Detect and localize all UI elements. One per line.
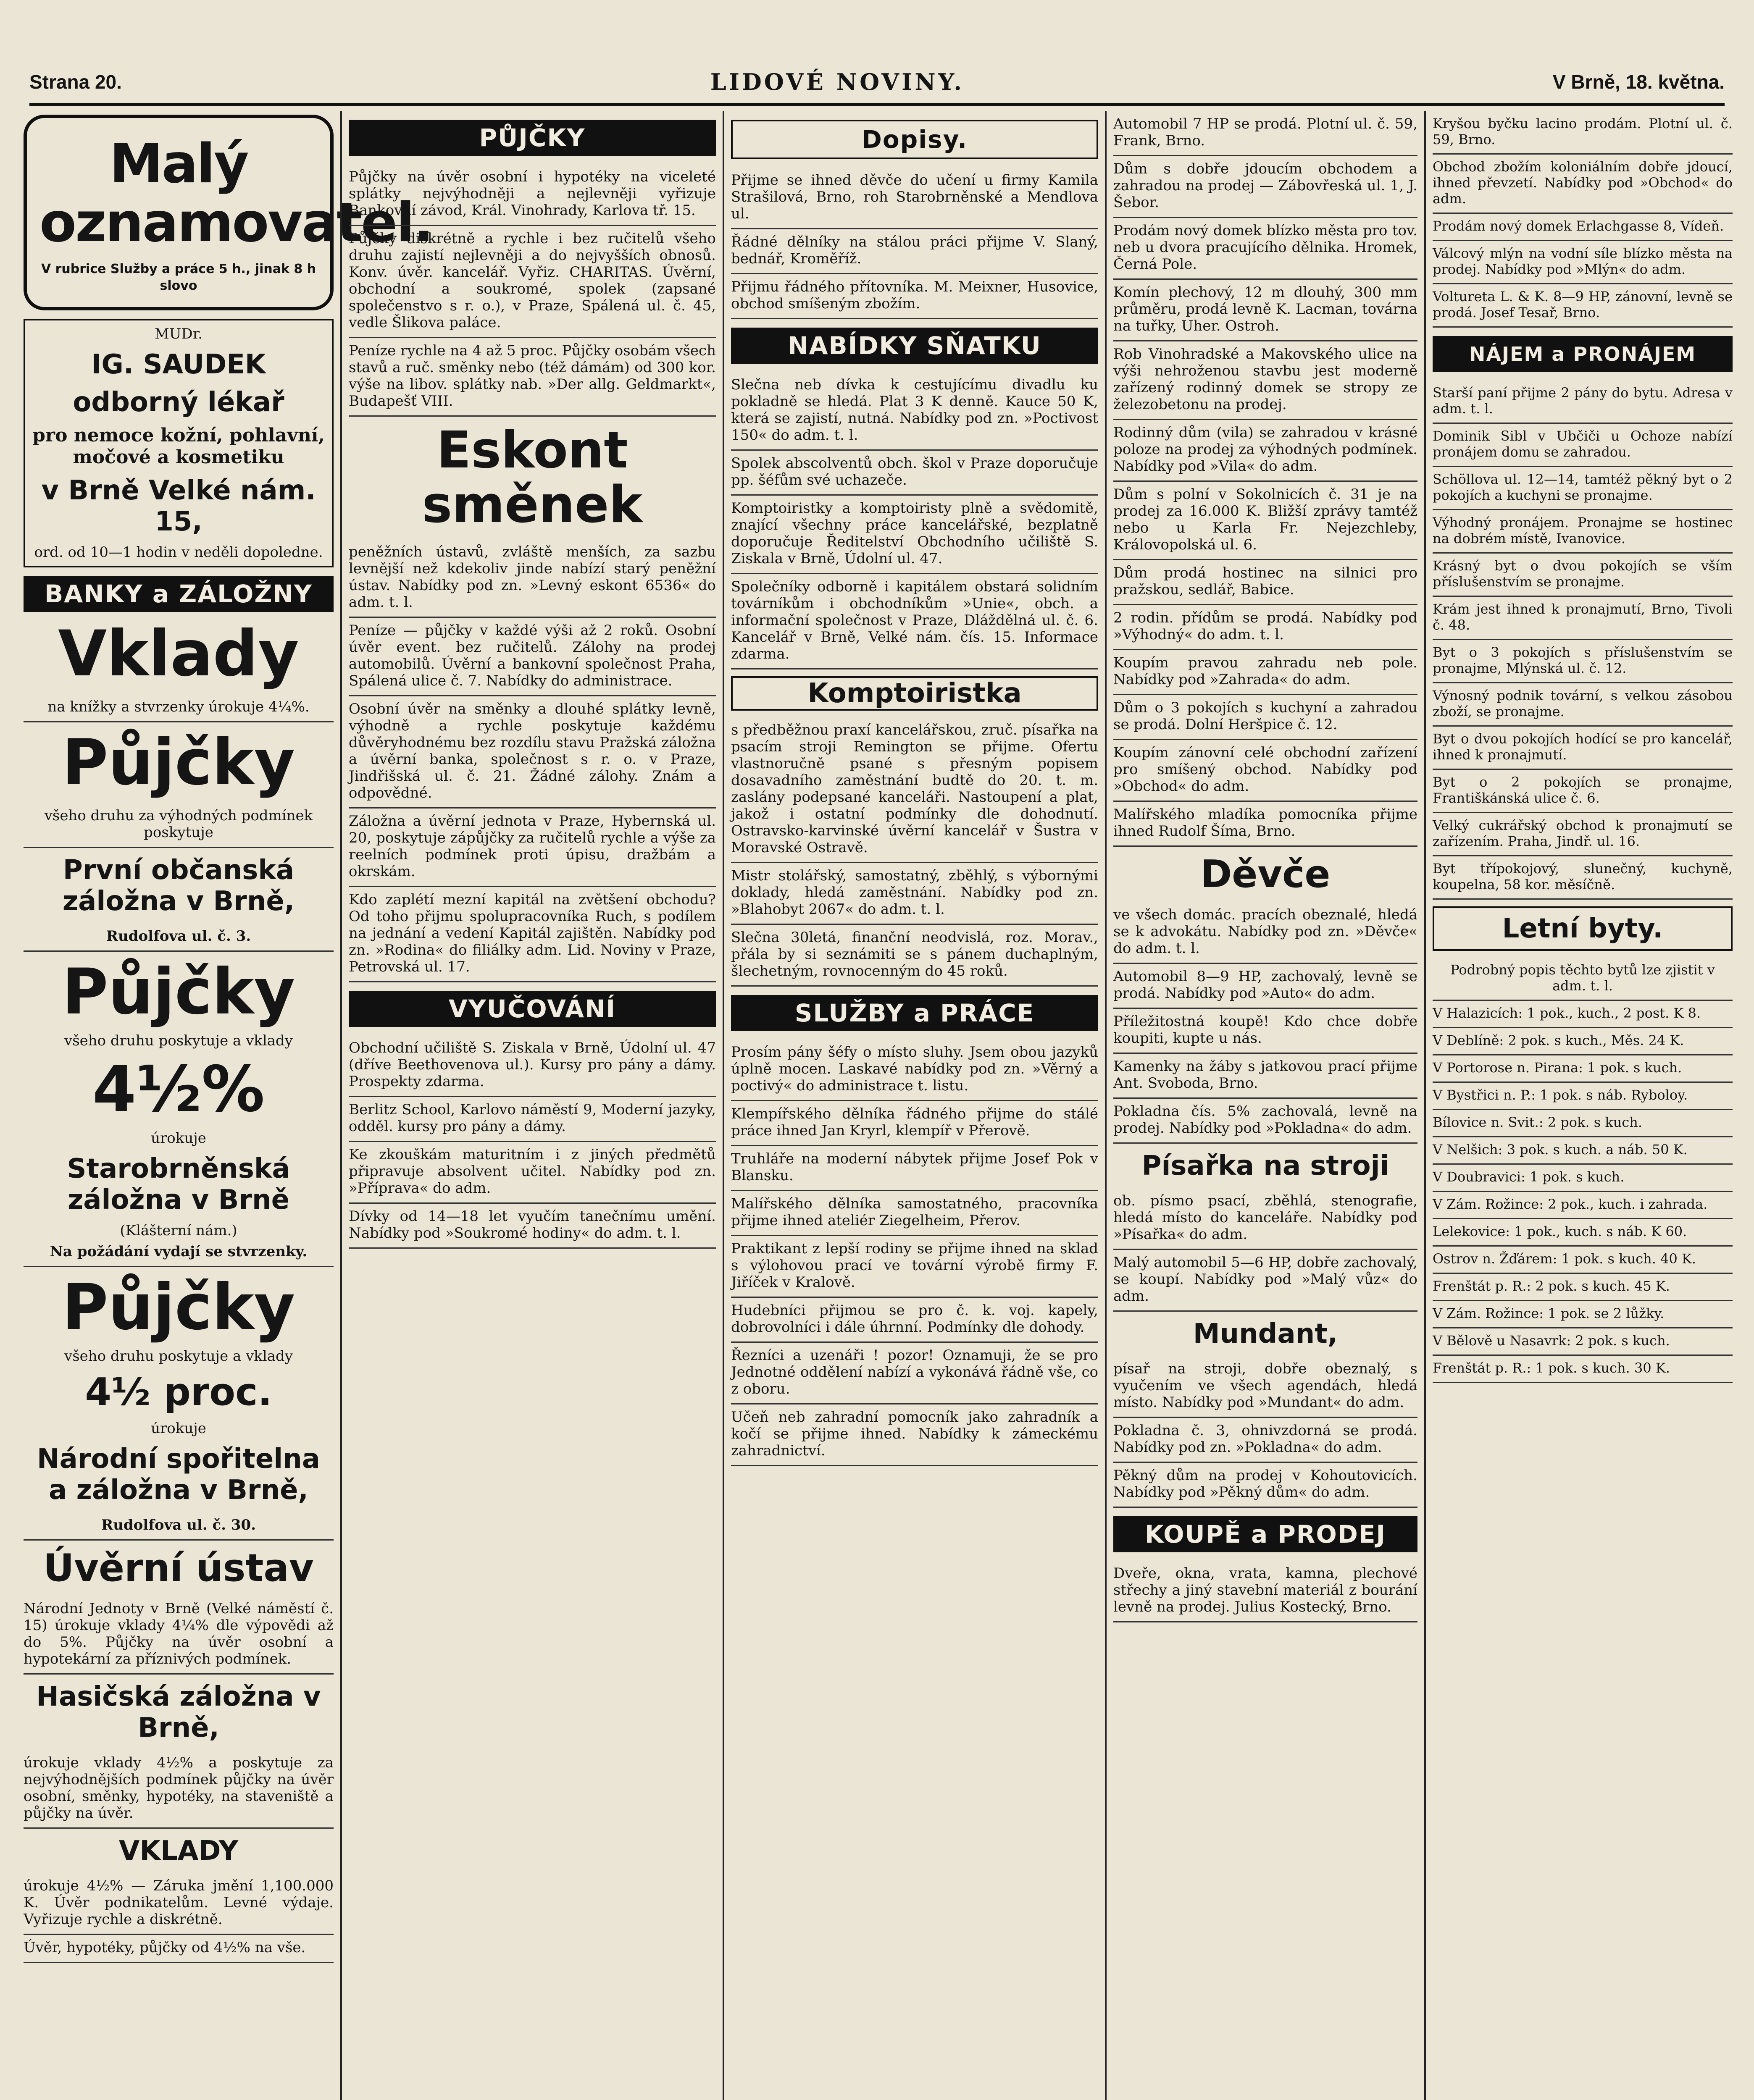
column-2 bbox=[340, 111, 723, 2100]
col5-ad-3: Prodám nový domek Erlachgasse 8, Vídeň. bbox=[1433, 214, 1733, 241]
col2-ad-7: Kdo zaplétí mezní kapitál na zvětšení obchodu? Od toho přijmu spolupracovníka Ruch, s podílem na jednání a vedení Kapitál zajištěn. Nabídky pod zn. »Rodina« do filiálky adm. Lid. Noviny v Praze, Petrovská ul. 17. bbox=[349, 887, 716, 982]
col3-ad-4: Slečna neb dívka k cestujícímu divadlu ku pokladně se hledá. Plat 3 K denně. Kauce 50 K, která se zajistí, nutná. Nabídky pod zn. »Poctivost 150« do adm. t. l. bbox=[731, 372, 1098, 451]
pujcky-heading: Půjčky bbox=[62, 726, 295, 799]
col4-ad-16: Kamenky na žáby s jatkovou prací přijme Ant. Svoboda, Brno. bbox=[1113, 1054, 1417, 1099]
col3-ad-12: Truhláře na moderní nábytek přijme Josef Pok v Blansku. bbox=[731, 1146, 1098, 1191]
letni-4: V Bystřici n. P.: 1 pok. s náb. Ryboloy. bbox=[1433, 1083, 1733, 1110]
eskont-text: peněžních ústavů, zvláště menších, za sazbu levnější než kdekoliv jinde nabízí starý peněžní ústav. Nabídky pod zn. »Levný eskont 6536« do adm. t. l. bbox=[349, 539, 716, 618]
col3-ad-2: Řádné dělníky na stálou práci přijme V. Slaný, bednář, Kroměříž. bbox=[731, 229, 1098, 274]
col5-ad-15: Byt o 2 pokojích se pronajme, Františkánská ulice č. 6. bbox=[1433, 770, 1733, 813]
col3-ad-1: Přijme se ihned děvče do učení u firmy Kamila Strašilová, Brno, roh Starobrněnské a Mendlova ul. bbox=[731, 168, 1098, 229]
col4-ad-17: Pokladna čís. 5% zachovalá, levně na prodej. Nabídky pod »Pokladna« do adm. bbox=[1113, 1099, 1417, 1144]
section-koupe: KOUPĚ a PRODEJ bbox=[1113, 1516, 1417, 1552]
hasicska-text: úrokuje vklady 4½% a poskytuje za nejvýhodnějších podmínek půjčky na úvěr osobní, směnky, hypotéky, na staveniště a půjčky na úvěr. bbox=[24, 1750, 334, 1829]
col5-ad-7: Dominik Sibl v Ubčiči u Ochoze nabízí pronájem domu se zahradou. bbox=[1433, 424, 1733, 467]
staro-text: Na požádání vydají se stvrzenky. bbox=[24, 1239, 334, 1267]
doctor-spec: pro nemoce kožní, pohlavní, močové a kosmetiku bbox=[32, 425, 325, 468]
letni-6: V Nelšich: 3 pok. s kuch. a náb. 50 K. bbox=[1433, 1137, 1733, 1165]
hasicska-heading: Hasičská záložna v Brně, bbox=[36, 1681, 321, 1743]
col5-ad-4: Válcový mlýn na vodní síle blízko města na prodej. Nabídky pod »Mlýn« do adm. bbox=[1433, 241, 1733, 284]
col3-ad-16: Řezníci a uzenáři ! pozor! Oznamuji, že se pro Jednotné oddělení nabízí a vykonává řádně vše, co z oboru. bbox=[731, 1343, 1098, 1404]
section-najem: NÁJEM a PRONÁJEM bbox=[1433, 336, 1733, 372]
rate2-text: úrokuje bbox=[151, 1420, 206, 1437]
komptoiristka-heading: Komptoiristka bbox=[731, 676, 1098, 711]
letni-3: V Portorose n. Pirana: 1 pok. s kuch. bbox=[1433, 1055, 1733, 1083]
col2-ad-11: Dívky od 14—18 let vyučím tanečnímu umění. Nabídky pod »Soukromé hodiny« do adm. t. l. bbox=[349, 1204, 716, 1249]
section-banky: BANKY a ZÁLOŽNY bbox=[24, 576, 334, 612]
col4-ad-11: Dům o 3 pokojích s kuchyní a zahradou se prodá. Dolní Heršpice č. 12. bbox=[1113, 695, 1417, 740]
col4-ad-12: Koupím zánovní celé obchodní zařízení pro smíšený obchod. Nabídky pod »Obchod« do adm. bbox=[1113, 740, 1417, 802]
col5-ad-1: Kryšou byčku lacino prodám. Plotní ul. č. 59, Brno. bbox=[1433, 111, 1733, 155]
col4-ad-2: Dům s dobře jdoucím obchodem a zahradou na prodej — Zábovřeská ul. 1, J. Šebor. bbox=[1113, 156, 1417, 218]
uverni-text: Národní Jednoty v Brně (Velké náměstí č. 15) úrokuje vklady 4¼% dle výpovědi až do 5%. Půjčky na úvěr osobní a hypotekární za příznivých podmínek. bbox=[24, 1596, 334, 1675]
col4-ad-21: Dveře, okna, vrata, kamna, plechové střechy a jiný stavební materiál z bourání levně na prodej. Julius Kostecký, Brno. bbox=[1113, 1561, 1417, 1622]
col3-ad-15: Hudebníci přijmou se pro č. k. voj. kapely, dobrovolníci i dále úhrnní. Podmínky dle dohody. bbox=[731, 1298, 1098, 1343]
col4-ad-6: Rodinný dům (vila) se zahradou v krásné poloze na prodej za výhodných podmínek. Nabídky pod »Vila« do adm. bbox=[1113, 420, 1417, 482]
col5-ad-11: Krám jest ihned k pronajmutí, Brno, Tivoli č. 48. bbox=[1433, 597, 1733, 640]
col3-ad-13: Malířského dělníka samostatného, pracovníka přijme ihned ateliér Ziegelheim, Přerov. bbox=[731, 1191, 1098, 1236]
vklady-text: na knížky a stvrzenky úrokuje 4¼%. bbox=[24, 694, 334, 722]
col3-ad-14: Praktikant z lepší rodiny se přijme ihned na sklad s výlohovou prací ve tovární výrobě firmy F. Jiříček v Kralově. bbox=[731, 1236, 1098, 1298]
col5-ad-8: Schöllova ul. 12—14, tamtéž pěkný byt o 2 pokojích a kuchyni se pronajme. bbox=[1433, 467, 1733, 510]
col5-ad-5: Voltureta L. & K. 8—9 HP, zánovní, levně se prodá. Josef Tesař, Brno. bbox=[1433, 284, 1733, 328]
paper-title: LIDOVÉ NOVINY. bbox=[710, 68, 965, 95]
col5-ad-12: Byt o 3 pokojích s příslušenstvím se pronajme, Mlýnská ul. č. 12. bbox=[1433, 640, 1733, 683]
col4-ad-1: Automobil 7 HP se prodá. Plotní ul. č. 59, Frank, Brno. bbox=[1113, 111, 1417, 156]
doctor-ad bbox=[24, 319, 334, 567]
column-3 bbox=[723, 111, 1105, 2100]
col4-ad-18: Malý automobil 5—6 HP, dobře zachovalý, se koupí. Nabídky pod »Malý vůz« do adm. bbox=[1113, 1250, 1417, 1312]
col5-ad-16: Velký cukrářský obchod k pronajmutí se zařízením. Praha, Jindř. ul. 16. bbox=[1433, 813, 1733, 856]
doctor-title: MUDr. bbox=[154, 326, 203, 342]
col3-ad-5: Spolek abscolventů obch. škol v Praze doporučuje pp. šéfům své uchazeče. bbox=[731, 451, 1098, 496]
letni-9: Lelekovice: 1 pok., kuch. s náb. K 60. bbox=[1433, 1219, 1733, 1247]
letni-byty-text: Podrobný popis těchto bytů lze zjistit v adm. t. l. bbox=[1433, 958, 1733, 1001]
col5-ad-17: Byt třípokojový, slunečný, kuchyně, koupelna, 58 kor. měsíčně. bbox=[1433, 856, 1733, 900]
narodni-address: Rudolfova ul. č. 30. bbox=[24, 1512, 334, 1541]
staro-zalozna: Starobrněnská záložna v Brně bbox=[67, 1153, 290, 1215]
letni-12: V Zám. Rožince: 1 pok. se 2 lůžky. bbox=[1433, 1301, 1733, 1328]
staro-address: (Klášterní nám.) bbox=[120, 1222, 237, 1239]
narodni-sporitelna: Národní spořitelna a záložna v Brně, bbox=[37, 1444, 320, 1506]
letni-8: V Zám. Rožince: 2 pok., kuch. i zahrada. bbox=[1433, 1192, 1733, 1219]
date-line: V Brně, 18. května. bbox=[1552, 71, 1725, 93]
col5-ad-2: Obchod zbožím koloniálním dobře jdoucí, ihned převzetí. Nabídky pod »Obchod« do adm. bbox=[1433, 155, 1733, 214]
doctor-name: IG. SAUDEK bbox=[91, 349, 266, 380]
section-dopisy: Dopisy. bbox=[731, 120, 1098, 159]
letni-2: V Deblíně: 2 pok. s kuch., Měs. 24 K. bbox=[1433, 1028, 1733, 1055]
prvni-address: Rudolfova ul. č. 3. bbox=[24, 924, 334, 952]
col4-ad-10: Koupím pravou zahradu neb pole. Nabídky pod »Zahrada« do adm. bbox=[1113, 650, 1417, 695]
letni-5: Bílovice n. Svit.: 2 pok. s kuch. bbox=[1433, 1110, 1733, 1137]
pujcky-text: všeho druhu za výhodných podmínek poskytuje bbox=[24, 803, 334, 848]
letni-byty-heading: Letní byty. bbox=[1433, 906, 1733, 951]
vklady-heading: Vklady bbox=[58, 617, 299, 690]
vklady2-heading: VKLADY bbox=[118, 1835, 239, 1866]
doctor-role: odborný lékař bbox=[73, 387, 284, 418]
mundant-heading: Mundant, bbox=[1193, 1318, 1338, 1349]
letni-11: Frenštát p. R.: 2 pok. s kuch. 45 K. bbox=[1433, 1274, 1733, 1301]
col4-ad-8: Dům prodá hostinec na silnici pro pražskou, sedlář, Babice. bbox=[1113, 560, 1417, 605]
column-1 bbox=[17, 111, 433, 2100]
pisarka-heading: Písařka na stroji bbox=[1141, 1150, 1389, 1181]
prvni-zalozna: První občanská záložna v Brně, bbox=[62, 855, 295, 917]
uverni-heading: Úvěrní ústav bbox=[43, 1546, 314, 1590]
doctor-address: v Brně Velké nám. 15, bbox=[41, 475, 316, 537]
letni-1: V Halazicích: 1 pok., kuch., 2 post. K 8. bbox=[1433, 1001, 1733, 1028]
column-5 bbox=[1424, 111, 1739, 2100]
col3-ad-17: Učeň neb zahradní pomocník jako zahradník a kočí se přijme ihned. Nabídky k zámeckému zahradnictví. bbox=[731, 1404, 1098, 1466]
rate2-heading: 4½ proc. bbox=[85, 1370, 272, 1414]
col4-ad-15: Příležitostná koupě! Kdo chce dobře koupiti, kupte u nás. bbox=[1113, 1009, 1417, 1054]
rate-heading: 4½% bbox=[92, 1053, 265, 1126]
pujcky3-heading: Půjčky bbox=[62, 1271, 295, 1344]
col4-ad-5: Rob Vinohradské a Makovského ulice na výši nehroženou stavbu jest moderně zařízený rodinný domek se stropy ze železobetonu na prodej. bbox=[1113, 341, 1417, 420]
col4-ad-14: Automobil 8—9 HP, zachovalý, levně se prodá. Nabídky pod »Auto« do adm. bbox=[1113, 964, 1417, 1009]
masthead-title: Malý oznamovatel. bbox=[39, 133, 433, 254]
rate-text: úrokuje bbox=[151, 1130, 206, 1147]
col5-ad-14: Byt o dvou pokojích hodící se pro kancelář, ihned k pronajmutí. bbox=[1433, 727, 1733, 770]
uver-text: Úvěr, hypotéky, půjčky od 4½% na vše. bbox=[24, 1935, 334, 1963]
column-4 bbox=[1105, 111, 1424, 2100]
devce-heading: Děvče bbox=[1200, 852, 1331, 896]
col2-ad-8: Obchodní učiliště S. Ziskala v Brně, Údolní ul. 47 (dříve Beethovenova ul.). Kursy pro pány a dámy. Prospekty zdarma. bbox=[349, 1035, 716, 1097]
pujcky3-text: všeho druhu poskytuje a vklady bbox=[64, 1348, 293, 1365]
page-header bbox=[29, 63, 1725, 101]
section-sluzby: SLUŽBY a PRÁCE bbox=[731, 995, 1098, 1031]
col2-ad-10: Ke zkouškám maturitním i z jiných předmětů připravuje absolvent učitel. Nabídky pod zn. »Příprava« do adm. bbox=[349, 1142, 716, 1204]
col4-ad-9: 2 rodin. přídům se prodá. Nabídky pod »Výhodný« do adm. t. l. bbox=[1113, 605, 1417, 650]
pisarka-text: ob. písmo psací, zběhlá, stenografie, hledá místo do kanceláře. Nabídky pod »Písařka« do adm. bbox=[1113, 1188, 1417, 1250]
mundant-text: písař na stroji, dobře obeznalý, s vyučením ve všech agendách, hledá místo. Nabídky pod »Mundant« do adm. bbox=[1113, 1356, 1417, 1418]
section-vyucovani: VYUČOVÁNÍ bbox=[349, 991, 716, 1027]
header-rule bbox=[29, 103, 1725, 106]
section-snatku: NABÍDKY SŇATKU bbox=[731, 328, 1098, 364]
col2-ad-4: Peníze — půjčky v každé výši až 2 roků. Osobní úvěr event. bez ručitelů. Zálohy na prodej automobilů. Úvěrní a bankovní společnost Praha, Spálená ulice č. 7. Nabídky do administrace. bbox=[349, 618, 716, 696]
vklady2-text: úrokuje 4½% — Záruka jmění 1,100.000 K. Úvěr podnikatelům. Levné výdaje. Vyřizuje rychle a diskrétně. bbox=[24, 1873, 334, 1935]
masthead-note: V rubrice Služby a práce 5 h., jinak 8 h slovo bbox=[41, 262, 316, 293]
col3-ad-8: Mistr stolářský, samostatný, zběhlý, s výbornými doklady, hledá zaměstnání. Nabídky pod zn. »Blahobyt 2067« do adm. t. l. bbox=[731, 863, 1098, 925]
pujcky2-heading: Půjčky bbox=[62, 956, 295, 1029]
col4-ad-3: Prodám nový domek blízko města pro tov. neb u dvora pracujícího dělnika. Hromek, Černá Pole. bbox=[1113, 218, 1417, 280]
col4-ad-20: Pěkný dům na prodej v Kohoutovicích. Nabídky pod »Pěkný dům« do adm. bbox=[1113, 1463, 1417, 1508]
col5-ad-6: Starší paní přijme 2 pány do bytu. Adresa v adm. t. l. bbox=[1433, 381, 1733, 424]
page-number: Strana 20. bbox=[29, 71, 122, 93]
col2-ad-9: Berlitz School, Karlovo náměstí 9, Moderní jazyky, odděl. kursy pro pány a dámy. bbox=[349, 1097, 716, 1142]
komptoiristka-text: s předběžnou praxí kancelářskou, zruč. písařka na psacím stroji Remington se přijme. Ofertu vlastnoručně psané s přesným popisem dosavadního zaměstnání budtě do 20. t. m. zaslány podepsané kanceláři. Nastoupení a plat, jakož i ostatní podmínky dle dohodnutí. Ostravsko-karvinské úvěrní kancelář v Šustra v Moravské Ostravě. bbox=[731, 717, 1098, 863]
col3-ad-9: Slečna 30letá, finanční neodvislá, roz. Morav., přála by si seznámiti se s pánem duchaplným, šlechetným, rovnocenným do 45 roků. bbox=[731, 925, 1098, 987]
masthead bbox=[24, 115, 433, 310]
col2-ad-2: Půjčky diskrétně a rychle i bez ručitelů všeho druhu zajistí nejlevněji a do nejvyšších obnosů. Konv. úvěr. kancelář. Vyřiz. CHARITAS. Úvěrní, obchodní a soukromé, spolek (zapsané společenstvo s r. o.), v Praze, Spálená ul. č. 45, vedle Šlikova paláce. bbox=[349, 226, 716, 338]
letni-13: V Bělově u Nasavrk: 2 pok. s kuch. bbox=[1433, 1328, 1733, 1356]
col2-ad-3: Peníze rychle na 4 až 5 proc. Půjčky osobám všech stavů a ruč. směnky nebo (též dámám) od 300 kor. výše na libov. splátky nab. »Der allg. Geldmarkt«, Budapešť VIII. bbox=[349, 338, 716, 417]
letni-10: Ostrov n. Žďárem: 1 pok. s kuch. 40 K. bbox=[1433, 1247, 1733, 1274]
col2-ad-1: Půjčky na úvěr osobní i hypotéky na viceleté splátky nejvýhodněji a nejlevněji vyřizuje Bankovní závod, Král. Vinohrady, Karlova tř. 15. bbox=[349, 164, 716, 226]
pujcky2-text: všeho druhu poskytuje a vklady bbox=[64, 1032, 293, 1049]
devce-text: ve všech domác. pracích obeznalé, hledá se k advokátu. Nabídky pod zn. »Děvče« do adm. t. l. bbox=[1113, 902, 1417, 964]
col5-ad-13: Výnosný podnik tovární, s velkou zásobou zboží, se pronajme. bbox=[1433, 683, 1733, 727]
col3-ad-10: Prosím pány šéfy o místo sluhy. Jsem obou jazyků úplně mocen. Laskavé nabídky pod zn. »Věrný a poctivý« do administrace t. listu. bbox=[731, 1040, 1098, 1101]
col3-ad-3: Přijmu řádného přítovníka. M. Meixner, Husovice, obchod smíšeným zbožím. bbox=[731, 274, 1098, 319]
letni-7: V Doubravici: 1 pok. s kuch. bbox=[1433, 1165, 1733, 1192]
col2-ad-5: Osobní úvěr na směnky a dlouhé splátky levně, výhodně a rychle poskytuje každému důvěryhodnému bez rozdílu stavu Pražská záložna a úvěrní banka, společnost s r. o. v Praze, Jindřišská ul. č. 21. Žádné zálohy. Znám a odpovědné. bbox=[349, 696, 716, 808]
col2-ad-6: Záložna a úvěrní jednota v Praze, Hybernská ul. 20, poskytuje zápůjčky za ručitelů rychle a výše za reelních podmínek proti úpisu, dražbám a okrskám. bbox=[349, 808, 716, 887]
section-pujcky: PŮJČKY bbox=[349, 120, 716, 156]
col4-ad-4: Komín plechový, 12 m dlouhý, 300 mm průměru, prodá levně K. Lacman, továrna na tuřky, Uher. Ostroh. bbox=[1113, 280, 1417, 341]
col3-ad-6: Komptoiristky a komptoiristy plně a svědomitě, znající všechny práce kancelářské, bezplatně doporučuje Ředitelství Obchodního učiliště S. Ziskala v Brně, Údolní ul. 47. bbox=[731, 496, 1098, 574]
col3-ad-7: Společníky odborně i kapitálem obstará solidním továrníkům i obchodníkům »Unie«, obch. a informační společnost v Praze, Dláždělná ul. č. 6. Kancelář v Brně, Velké nám. čís. 15. Informace zdarma. bbox=[731, 574, 1098, 669]
col4-ad-19: Pokladna č. 3, ohnivzdorná se prodá. Nabídky pod zn. »Pokladna« do adm. bbox=[1113, 1418, 1417, 1463]
letni-14: Frenštát p. R.: 1 pok. s kuch. 30 K. bbox=[1433, 1356, 1733, 1383]
col5-ad-9: Výhodný pronájem. Pronajme se hostinec na dobrém místě, Ivanovice. bbox=[1433, 510, 1733, 554]
col4-ad-13: Malířského mladíka pomocníka přijme ihned Rudolf Šíma, Brno. bbox=[1113, 802, 1417, 847]
eskont-heading: Eskont směnek bbox=[422, 421, 643, 534]
doctor-hours: ord. od 10—1 hodin v neděli dopoledne. bbox=[34, 544, 323, 561]
col3-ad-11: Klempířského dělníka řádného přijme do stálé práce ihned Jan Kryrl, klempíř v Přerově. bbox=[731, 1101, 1098, 1146]
col5-ad-10: Krásný byt o dvou pokojích se vším příslušenstvím se pronajme. bbox=[1433, 554, 1733, 597]
col4-ad-7: Dům s polní v Sokolnicích č. 31 je na prodej za 16.000 K. Bližší zprávy tamtéž nebo u Karla Fr. Nejezchleby, Královopolská ul. 6. bbox=[1113, 482, 1417, 560]
